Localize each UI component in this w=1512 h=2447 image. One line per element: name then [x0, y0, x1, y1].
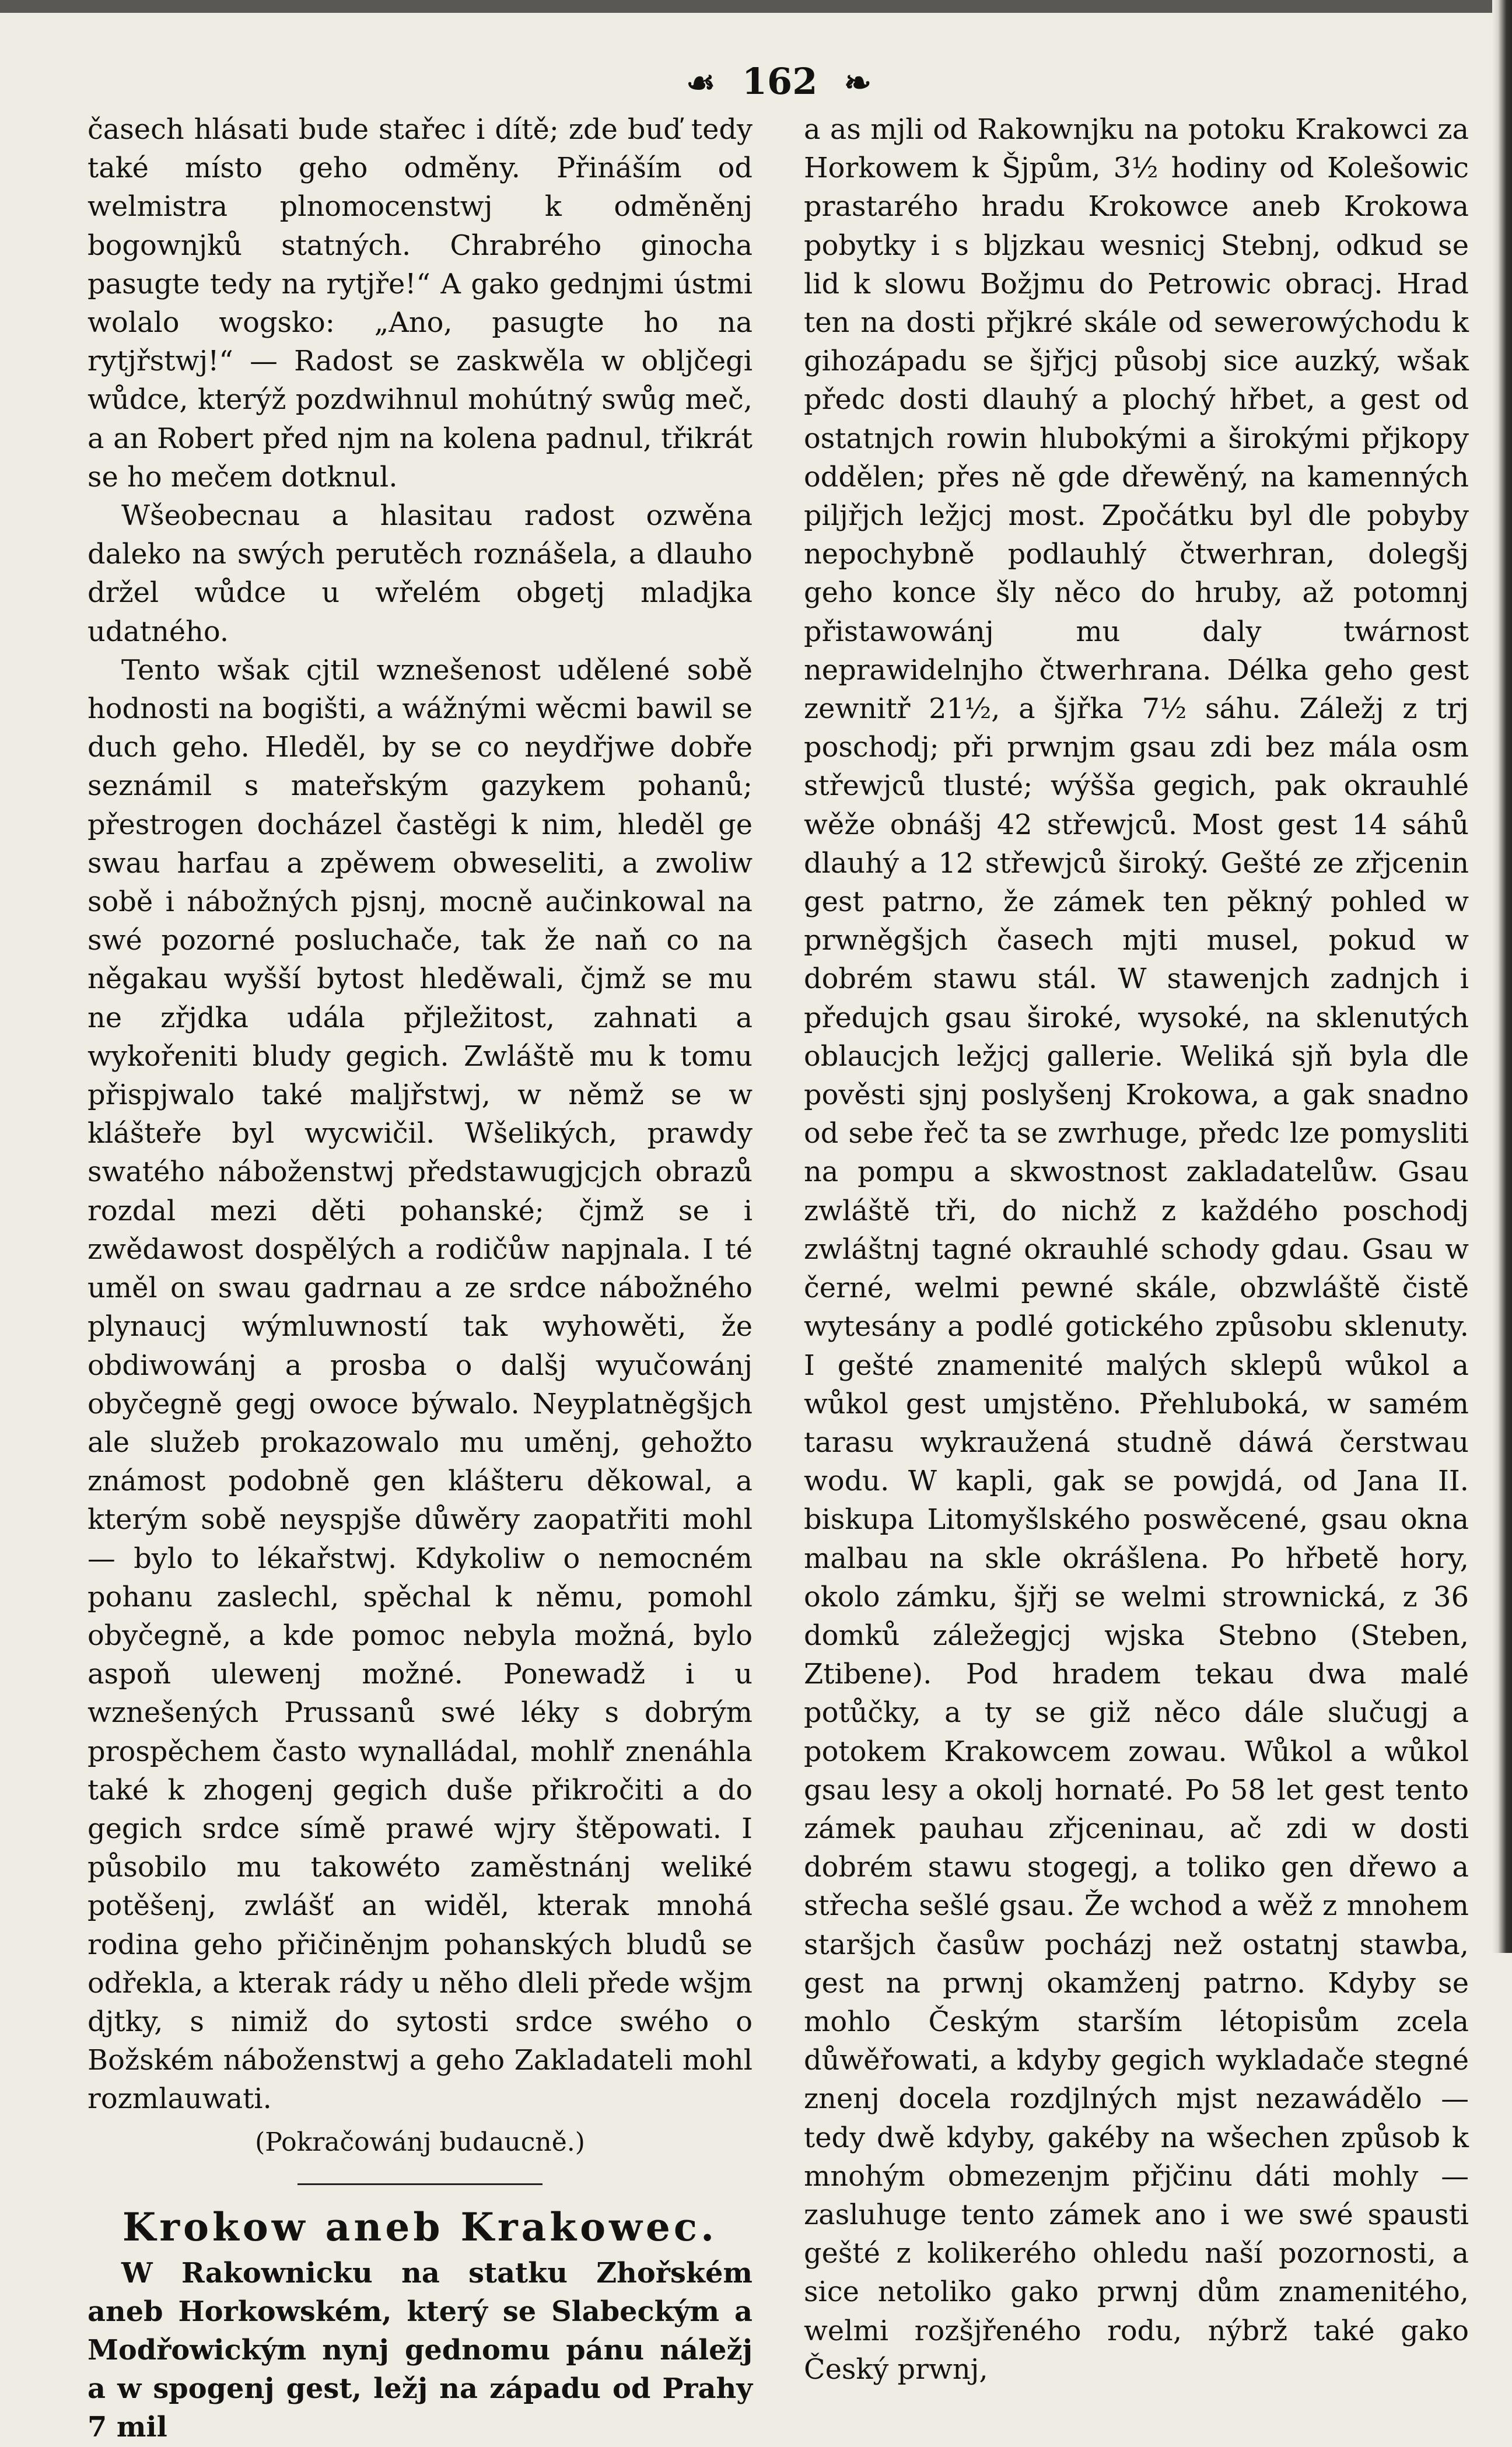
paragraph: časech hlásati bude stařec i dítě; zde buď tedy také místo geho odměny. Přináším od welmistra plnomocenstwj k odměněnj bogownjků statných. Chrabrého ginocha pasugte tedy na rytjře!“ A gako gednjmi ústmi wolalo wogsko: „Ano, pasugte ho na rytjřstwj!“ — Radost se zaskwěla w oblјčegi wůdce, kterýž pozdwihnul mohútný swůg meč, a an Robert před njm na kolena padnul, třikrát se ho mečem dotknul.: [88, 114, 752, 493]
scan-border-top: [0, 0, 1512, 13]
fleuron-right-icon: ❧: [844, 64, 872, 102]
page-number: 162: [741, 60, 818, 103]
paragraph: W Rakownicku na statku Zhořském aneb Horkowském, který se Slabeckým a Modřowickým nynj gednomu pánu náležj a w spogenj gest, ležj na západu od Prahy 7 mil: [88, 2256, 752, 2444]
page-header: [88, 52, 1470, 111]
right-column: [804, 111, 1469, 2386]
fleuron-left-icon: ☙: [686, 64, 716, 102]
left-column: [88, 111, 752, 2444]
paragraph: a as mjli od Rakownjku na potoku Krakowci za Horkowem k Šjpům, 3½ hodiny od Kolešowic prastarého hradu Krokowce aneb Krokowa pobytky i s blјzkau wesnicj Stebnj, odkud se lid k slowu Božjmu do Petrowic obracj. Hrad ten na dosti přjkré skále od sewerowýchodu k gihozápadu se šјřjcj působj sice auzký, wšak předc dosti dlauhý a plochý hřbet, a gest od ostatnjch rowin hlubokými a širokými přjkopy oddělen; přes ně gde dřewěný, na kamenných pilјřjch ležjcj most. Zpočátku byl dle pobyby nepochybně podlauhlý čtwerhran, dolegšj geho konce šly něco do hruby, až potomnj přistawowánj mu daly twárnost neprawidelnjho čtwerhrana. Délka geho gest zewnitř 21½, a šjřka 7½ sáhu. Záležj z trj poschodj; při prwnjm gsau zdi bez mála osm střewjců tlusté; wýšša gegich, pak okrauhlé wěže obnášj 42 střewjců. Most gest 14 sáhů dlauhý a 12 střewjců široký. Gešté ze zřjcenin gest patrno, že zámek ten pěkný pohled w prwněgšjch časech mjti musel, pokud w dobrém stawu stál. W stawenjch zadnjch i předujch gsau široké, wysoké, na sklenutých oblaucjch ležjcj gallerie. Weliká sjň byla dle pověsti sjnj poslyšenj Krokowa, a gak snadno od sebe řeč ta se zwrhuge, předc lze pomysliti na pompu a skwostnost zakladatelůw. Gsau zwláště tři, do nichž z každého poschodj zwláštnj tagné okrauhlé schody gdau. Gsau w černé, welmi pewné skále, obzwláště čistě wytesány a podlé gotického způsobu sklenuty. I gešté znamenité malých sklepů wůkol a wůkol gest umjstěno. Přehluboká, w samém tarasu wykraužená studně dáwá čerstwau wodu. W kapli, gak se powjdá, od Jana II. biskupa Litomyšlského poswěcené, gsau okna malbau na skle okrášlena. Po hřbetě hory, okolo zámku, šjřj se welmi strownická, z 36 domků záležegjcj wjska Stebno (Steben, Ztibene). Pod hradem tekau dwa malé potůčky, a ty se giž něco dále slučugj a potokem Krakowcem zowau. Wůkol a wůkol gsau lesy a okolj hornaté. Po 58 let gest tento zámek pauhau zřjceninau, ač zdi w dosti dobrém stawu stogegj, a toliko gen dřewo a střecha sešlé gsau. Že wchod a wěž z mnohem staršjch časůw pocházj než ostatnj stawba, gest na prwnj okamženj patrno. Kdyby se mohlo Českým starším létopisům zcela důwěřowati, a kdyby gegich wykladače stegné znenj docela rozdjlných mjst nezawádělo — tedy dwě kdyby, gakéby na wšechen způsob k mnohým obmezenjm přjčinu dáti mohly — zasluhuge tento zámek ano i we swé spausti gešté z kolikerého ohledu naší pozornosti, a sice netoliko gako prwnj dům znamenitého, welmi rozšјřeného rodu, nýbrž také gako Český prwnj,: [804, 114, 1469, 2386]
paragraph: Tento wšak cjtil wznešenost udělené sobě hodnosti na bogišti, a wážnými wěcmi bawil se duch geho. Hleděl, by se co neydřjwe dobře seznámil s mateřským gazykem pohanů; přestrogen docházel častěgi k nim, hleděl ge swau harfau a zpěwem obweseliti, a zwoliw sobě i nábožných pjsnj, mocně aučinkowal na swé pozorné posluchače, tak že naň co na něgakau wyšší bytost hleděwali, čjmž se mu ne zřjdka udála přjležitost, zahnati a wykořeniti bludy gegich. Zwláště mu k tomu přispjwalo také malјřstwj, w němž se w klášteře byl wycwičil. Wšelikých, prawdy swatého náboženstwj předstawugjcjch obrazů rozdal mezi děti pohanské; čjmž se i zwědawost dospělých a rodičůw napjnala. I té uměl on swau gadrnau a ze srdce nábožného plynaucj wýmluwností tak wyhowěti, že obdiwowánj a prosba o dalšj wyučowánj obyčegně gegj owoce býwalo. Neyplatněgšjch ale služeb prokazowalo mu uměnj, gehožto známost podobně gen klášteru děkowal, a kterým sobě neyspjše důwěry zaopatřiti mohl — bylo to lékařstwj. Kdykoliw o nemocném pohanu zaslechl, spěchal k němu, pomohl obyčegně, a kde pomoc nebyla možná, bylo aspoň ulewenj možné. Ponewadž i u wznešených Prussanů swé léky s dobrým prospěchem často wynalládal, mohlř znenáhla také k zhogenj gegich duše přikročiti a do gegich srdce símě prawé wjry štěpowati. I působilo mu takowéto zaměstnánj weliké potěšenj, zwlášť an widěl, kterak mnohá rodina geho přičiněnjm pohanských bludů se odřekla, a kterak rády u něho dleli přede wšjm djtky, s nimiž do sytosti srdce swého o Božském náboženstwj a geho Zakladateli mohl rozmlauwati.: [88, 654, 752, 2116]
continuation-note: (Pokračowánj budaucně.): [255, 2127, 585, 2157]
book-page: [88, 35, 1470, 2444]
scan-border-right: [1492, 0, 1512, 1953]
paragraph: Wšeobecnau a hlasitau radost ozwěna daleko na swých perutěch roznášela, a dlauho držel wůdce u wřelém obgetj mladjka udatného.: [88, 500, 752, 648]
article-title: Krokow aneb Krakowec.: [122, 2204, 718, 2250]
section-divider: [298, 2183, 542, 2185]
